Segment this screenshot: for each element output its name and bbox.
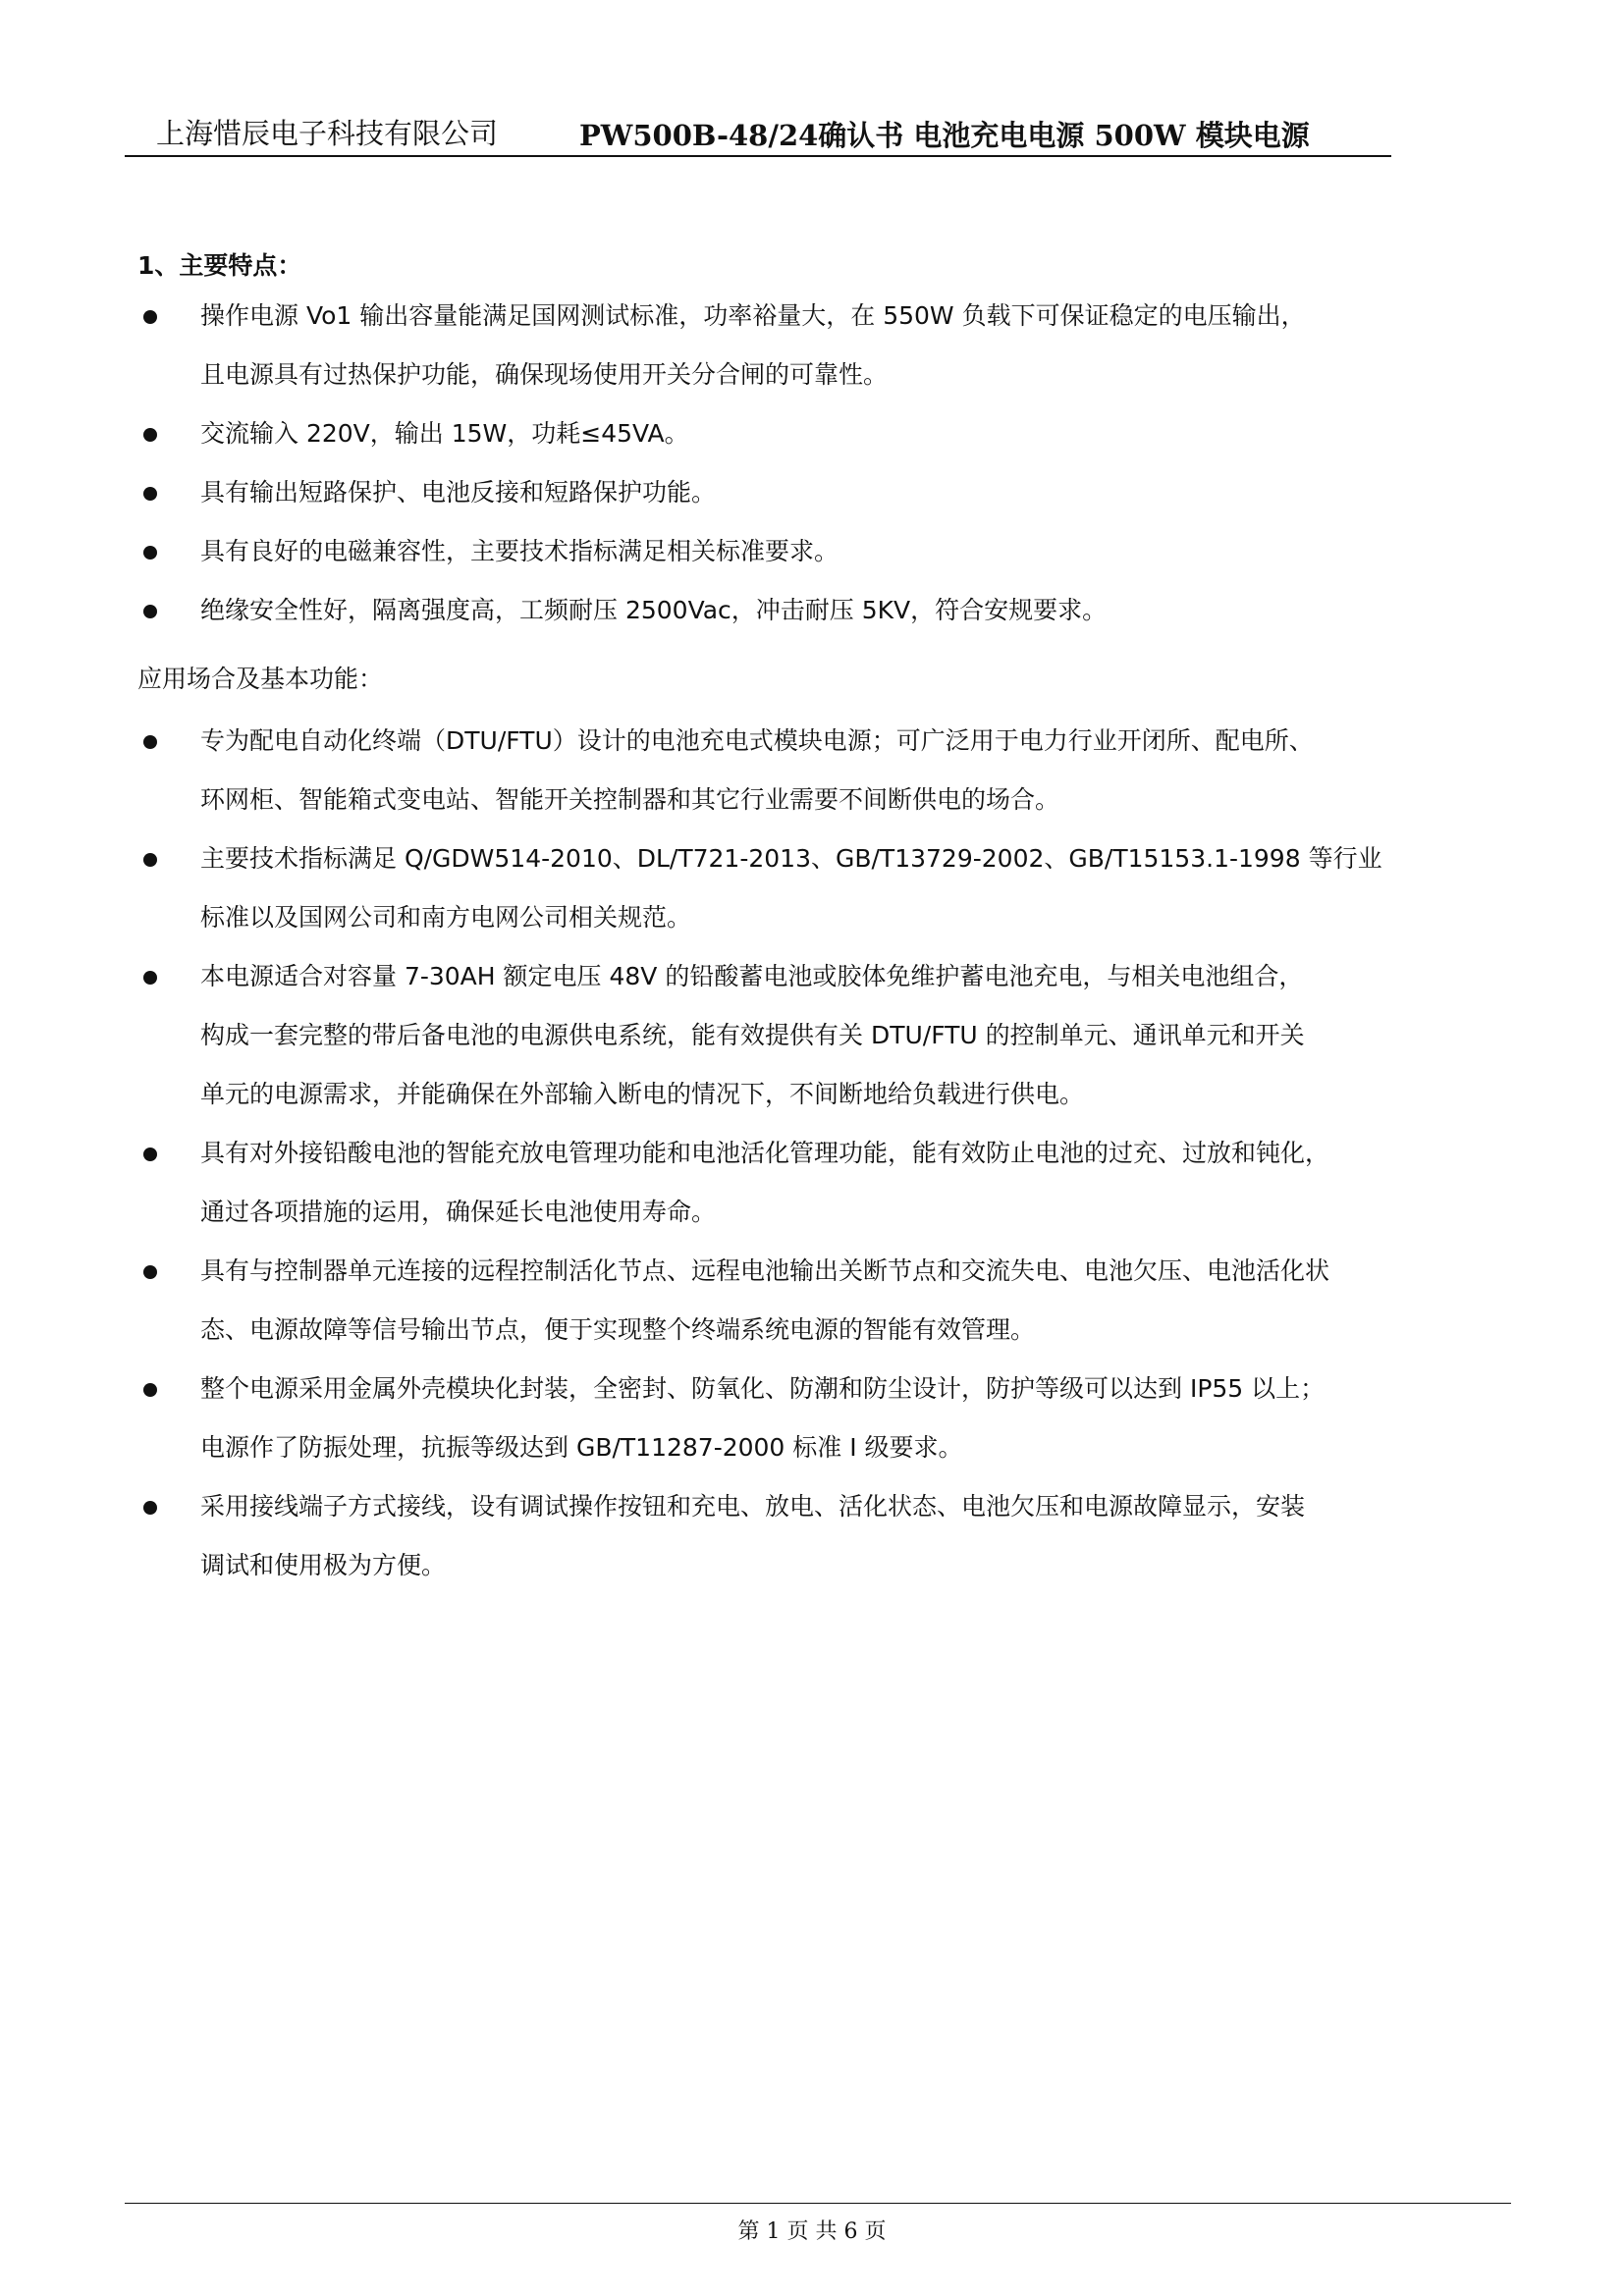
company-name: 上海惜辰电子科技有限公司 [156,117,499,150]
list-item [137,463,1532,522]
bullet-icon [143,428,157,442]
list-item-text: 专为配电自动化终端（DTU/FTU）设计的电池充电式模块电源；可广泛用于电力行业开闭所、配电所、 环网柜、智能箱式变电站、智能开关控制器和其它行业需要不间断供电的场合。 [200,726,1314,814]
list-item-text: 本电源适合对容量 7-30AH 额定电压 48V 的铅酸蓄电池或胶体免维护蓄电池充电，与相关电池组合， 构成一套完整的带后备电池的电源供电系统，能有效提供有关 DTU/FTU 的控制单元、通讯单元和开关 单元的电源需求，并能确保在外部输入断电的情况下，不间断地给负载进行供电。 [200,962,1305,1108]
page-header [125,106,1391,157]
section-heading-main-features: 1、主要特点： [137,251,302,280]
list-item [137,1242,1532,1360]
list-item-text: 采用接线端子方式接线，设有调试操作按钮和充电、放电、活化状态、电池欠压和电源故障显示，安装 调试和使用极为方便。 [200,1492,1306,1579]
applications-heading: 应用场合及基本功能： [137,665,384,693]
list-item [137,712,1532,829]
list-item-text: 绝缘安全性好，隔离强度高，工频耐压 2500Vac，冲击耐压 5KV，符合安规要求。 [200,596,1108,624]
list-item [137,1477,1532,1595]
bullet-icon [143,1265,157,1279]
list-item-text: 具有输出短路保护、电池反接和短路保护功能。 [200,478,717,507]
bullet-icon [143,487,157,501]
bullet-icon [143,1501,157,1515]
bullet-icon [143,546,157,560]
bullet-icon [143,853,157,867]
list-item-text: 具有对外接铅酸电池的智能充放电管理功能和电池活化管理功能，能有效防止电池的过充、过放和钝化， 通过各项措施的运用，确保延长电池使用寿命。 [200,1139,1330,1226]
list-item-text: 主要技术指标满足 Q/GDW514-2010、DL/T721-2013、GB/T13729-2002、GB/T15153.1-1998 等行业 标准以及国网公司和南方电网公司相关规范。 [200,844,1382,932]
bullet-icon [143,1383,157,1397]
features-list [137,287,1532,640]
bullet-icon [143,1148,157,1161]
list-item-text: 操作电源 Vo1 输出容量能满足国网测试标准，功率裕量大，在 550W 负载下可保证稳定的电压输出， 且电源具有过热保护功能，确保现场使用开关分合闸的可靠性。 [200,301,1306,389]
list-item-text: 具有良好的电磁兼容性，主要技术指标满足相关标准要求。 [200,537,839,565]
applications-list [137,712,1532,1595]
list-item [137,829,1532,947]
list-item-text: 交流输入 220V，输出 15W，功耗≤45VA。 [200,419,689,448]
bullet-icon [143,735,157,749]
bullet-icon [143,310,157,324]
bullet-icon [143,605,157,618]
bullet-icon [143,971,157,985]
footer-divider [125,2203,1511,2204]
list-item [137,1124,1532,1242]
list-item [137,947,1532,1124]
list-item [137,287,1532,404]
page-number: 第 1 页 共 6 页 [737,2219,887,2244]
document-title: PW500B-48/24确认书 电池充电电源 500W 模块电源 [579,119,1310,152]
list-item-text: 具有与控制器单元连接的远程控制活化节点、远程电池输出关断节点和交流失电、电池欠压、电池活化状 态、电源故障等信号输出节点，便于实现整个终端系统电源的智能有效管理。 [200,1256,1330,1344]
list-item [137,522,1532,581]
list-item [137,581,1532,640]
list-item [137,404,1532,463]
list-item [137,1360,1532,1477]
list-item-text: 整个电源采用金属外壳模块化封装，全密封、防氧化、防潮和防尘设计，防护等级可以达到 IP55 以上； 电源作了防振处理，抗振等级达到 GB/T11287-2000 标准 I 级要求。 [200,1374,1326,1462]
